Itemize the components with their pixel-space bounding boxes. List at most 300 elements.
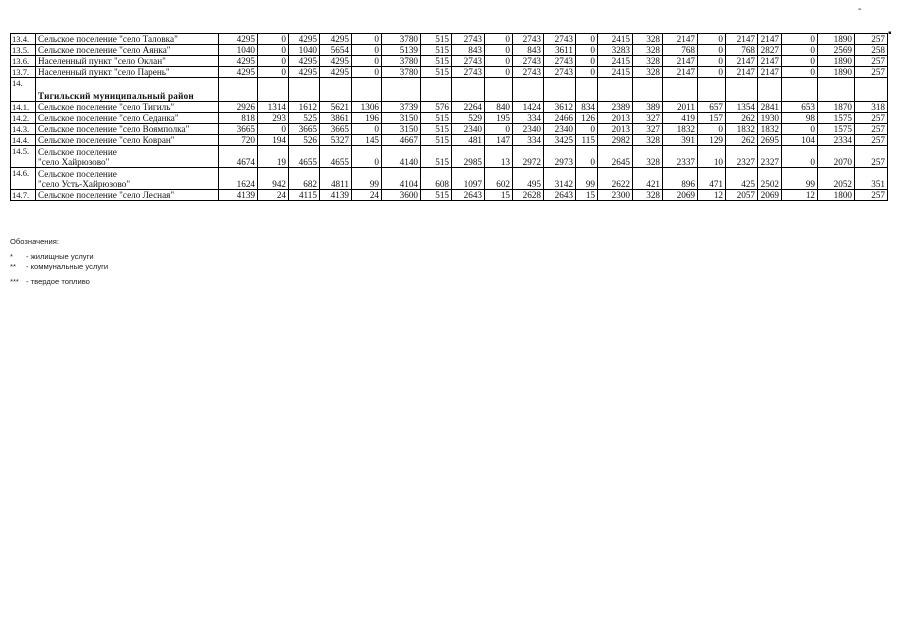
- cell-value: 0: [258, 45, 289, 56]
- cell-value: 115: [576, 135, 598, 146]
- cell-value: 104: [782, 135, 818, 146]
- cell-value: 3780: [382, 34, 421, 45]
- cell-value: 2743: [452, 56, 485, 67]
- cell-value: 653: [782, 102, 818, 113]
- cell-value: [576, 78, 598, 102]
- row-name: [36, 190, 219, 201]
- cell-value: [352, 78, 382, 102]
- cell-value: [663, 78, 698, 102]
- cell-value: 147: [485, 135, 513, 146]
- cell-value: 328: [633, 146, 663, 168]
- cell-value: 2147: [663, 67, 698, 78]
- cell-value: 4655: [320, 146, 352, 168]
- cell-value: 389: [633, 102, 663, 113]
- cell-value: 2147: [758, 67, 782, 78]
- row-code: 14.: [11, 78, 36, 102]
- cell-value: 1424: [513, 102, 544, 113]
- row-code: 14.3.: [11, 124, 36, 135]
- cell-value: 0: [352, 146, 382, 168]
- cell-value: 2743: [544, 56, 576, 67]
- cell-value: 293: [258, 113, 289, 124]
- cell-value: [219, 78, 258, 102]
- row-name: [36, 168, 219, 190]
- cell-value: 2645: [598, 146, 633, 168]
- row-name-line: "село Усть-Хайрюзово": [38, 179, 131, 189]
- row-code: 14.4.: [11, 135, 36, 146]
- cell-value: 262: [726, 135, 758, 146]
- cell-value: 0: [485, 56, 513, 67]
- cell-value: [421, 78, 452, 102]
- cell-value: 2147: [758, 56, 782, 67]
- cell-value: 2264: [452, 102, 485, 113]
- cell-value: 2985: [452, 146, 485, 168]
- row-name-line: Сельское поселение "село Лесная": [38, 190, 175, 200]
- cell-value: 257: [855, 34, 888, 45]
- cell-value: 1306: [352, 102, 382, 113]
- cell-value: 2743: [452, 34, 485, 45]
- cell-value: 2389: [598, 102, 633, 113]
- cell-value: 328: [633, 45, 663, 56]
- cell-value: 195: [485, 113, 513, 124]
- cell-value: 515: [421, 67, 452, 78]
- cell-value: 425: [726, 168, 758, 190]
- cell-value: 4140: [382, 146, 421, 168]
- cell-value: 515: [421, 45, 452, 56]
- cell-value: 2070: [818, 146, 855, 168]
- cell-value: 0: [258, 124, 289, 135]
- cell-value: 328: [633, 135, 663, 146]
- cell-value: 12: [782, 190, 818, 201]
- cell-value: 2327: [758, 146, 782, 168]
- cell-value: 495: [513, 168, 544, 190]
- cell-value: 576: [421, 102, 452, 113]
- cell-value: 0: [485, 124, 513, 135]
- cell-value: 2643: [544, 190, 576, 201]
- cell-value: 4295: [219, 56, 258, 67]
- cell-value: 843: [513, 45, 544, 56]
- cell-value: 768: [663, 45, 698, 56]
- cell-value: 720: [219, 135, 258, 146]
- legend-symbol: *: [10, 251, 13, 261]
- cell-value: 4295: [219, 67, 258, 78]
- cell-value: 1314: [258, 102, 289, 113]
- cell-value: 768: [726, 45, 758, 56]
- cell-value: 2011: [663, 102, 698, 113]
- table-row: [11, 102, 888, 113]
- cell-value: 2013: [598, 113, 633, 124]
- cell-value: 0: [698, 67, 726, 78]
- cell-value: [818, 78, 855, 102]
- cell-value: 99: [782, 168, 818, 190]
- table-row: [11, 56, 888, 67]
- cell-value: 515: [421, 190, 452, 201]
- cell-value: 2337: [663, 146, 698, 168]
- legend-text: - твердое топливо: [26, 276, 90, 286]
- cell-value: 4139: [219, 190, 258, 201]
- cell-value: 515: [421, 135, 452, 146]
- table-row: [11, 124, 888, 135]
- cell-value: 0: [485, 34, 513, 45]
- cell-value: 515: [421, 56, 452, 67]
- cell-value: 4295: [320, 56, 352, 67]
- cell-value: 2743: [544, 34, 576, 45]
- corner-mark: -: [858, 4, 862, 15]
- cell-value: 334: [513, 113, 544, 124]
- cell-value: 3425: [544, 135, 576, 146]
- cell-value: 328: [633, 190, 663, 201]
- cell-value: 421: [633, 168, 663, 190]
- cell-value: 24: [258, 190, 289, 201]
- cell-value: 262: [726, 113, 758, 124]
- cell-value: 5139: [382, 45, 421, 56]
- row-code: 13.6.: [11, 56, 36, 67]
- cell-value: 0: [576, 146, 598, 168]
- cell-value: [758, 78, 782, 102]
- cell-value: 1612: [289, 102, 320, 113]
- cell-value: 10: [698, 146, 726, 168]
- cell-value: [782, 78, 818, 102]
- cell-value: 4674: [219, 146, 258, 168]
- cell-value: 3780: [382, 67, 421, 78]
- cell-value: 682: [289, 168, 320, 190]
- cell-value: 1354: [726, 102, 758, 113]
- cell-value: 1575: [818, 113, 855, 124]
- row-name: [36, 45, 219, 56]
- row-name-line: Сельское поселение: [38, 169, 117, 179]
- cell-value: 4655: [289, 146, 320, 168]
- cell-value: 3283: [598, 45, 633, 56]
- cell-value: 2695: [758, 135, 782, 146]
- cell-value: 2147: [758, 34, 782, 45]
- cell-value: 257: [855, 190, 888, 201]
- cell-value: 2743: [544, 67, 576, 78]
- cell-value: 1040: [219, 45, 258, 56]
- row-code: 14.6.: [11, 168, 36, 190]
- cell-value: 2340: [452, 124, 485, 135]
- row-name: [36, 34, 219, 45]
- cell-value: 843: [452, 45, 485, 56]
- cell-value: 2415: [598, 34, 633, 45]
- cell-value: 419: [663, 113, 698, 124]
- row-code: 14.1.: [11, 102, 36, 113]
- cell-value: 0: [576, 34, 598, 45]
- cell-value: 515: [421, 124, 452, 135]
- cell-value: 896: [663, 168, 698, 190]
- cell-value: [726, 78, 758, 102]
- row-name-line: [38, 81, 216, 91]
- table-row: [11, 113, 888, 124]
- cell-value: 0: [485, 67, 513, 78]
- cell-value: 515: [421, 113, 452, 124]
- cell-value: 4667: [382, 135, 421, 146]
- cell-value: 327: [633, 113, 663, 124]
- cell-value: 3665: [289, 124, 320, 135]
- cell-value: [598, 78, 633, 102]
- cell-value: 3861: [320, 113, 352, 124]
- cell-value: 1870: [818, 102, 855, 113]
- cell-value: 5621: [320, 102, 352, 113]
- cell-value: [513, 78, 544, 102]
- cell-value: 157: [698, 113, 726, 124]
- cell-value: 2069: [663, 190, 698, 201]
- cell-value: 4115: [289, 190, 320, 201]
- table-row: [11, 78, 888, 102]
- cell-value: 0: [576, 56, 598, 67]
- cell-value: 2841: [758, 102, 782, 113]
- cell-value: 4295: [320, 67, 352, 78]
- row-code: 14.5.: [11, 146, 36, 168]
- cell-value: 129: [698, 135, 726, 146]
- table-row: [11, 190, 888, 201]
- cell-value: 2743: [513, 34, 544, 45]
- cell-value: 0: [352, 45, 382, 56]
- legend-item: [10, 262, 108, 273]
- cell-value: 4295: [219, 34, 258, 45]
- cell-value: 481: [452, 135, 485, 146]
- cell-value: 2147: [726, 56, 758, 67]
- cell-value: 257: [855, 67, 888, 78]
- cell-value: 4295: [289, 56, 320, 67]
- cell-value: 2147: [663, 34, 698, 45]
- cell-value: 3612: [544, 102, 576, 113]
- cell-value: 0: [698, 45, 726, 56]
- cell-value: 942: [258, 168, 289, 190]
- cell-value: 15: [485, 190, 513, 201]
- cell-value: 19: [258, 146, 289, 168]
- table-row: [11, 135, 888, 146]
- cell-value: 2340: [513, 124, 544, 135]
- cell-value: 3665: [219, 124, 258, 135]
- cell-value: 318: [855, 102, 888, 113]
- cell-value: 3739: [382, 102, 421, 113]
- row-name-line: Сельское поселение "село Седанка": [38, 113, 179, 123]
- cell-value: 0: [698, 34, 726, 45]
- cell-value: 515: [421, 146, 452, 168]
- row-code: 13.5.: [11, 45, 36, 56]
- cell-value: 0: [258, 56, 289, 67]
- cell-value: 2643: [452, 190, 485, 201]
- cell-value: 529: [452, 113, 485, 124]
- legend-item: [10, 277, 108, 288]
- cell-value: 13: [485, 146, 513, 168]
- cell-value: 1890: [818, 34, 855, 45]
- cell-value: 327: [633, 124, 663, 135]
- cell-value: 2147: [663, 56, 698, 67]
- cell-value: 2827: [758, 45, 782, 56]
- legend: [10, 237, 108, 287]
- cell-value: 4295: [320, 34, 352, 45]
- cell-value: 2147: [726, 67, 758, 78]
- legend-title: Обозначения:: [10, 237, 59, 246]
- row-name-line: Сельское поселение "село Воямполка": [38, 124, 190, 134]
- cell-value: 196: [352, 113, 382, 124]
- cell-value: 2466: [544, 113, 576, 124]
- cell-value: 1832: [663, 124, 698, 135]
- legend-symbol: ***: [10, 276, 19, 286]
- cell-value: 3665: [320, 124, 352, 135]
- cell-value: 526: [289, 135, 320, 146]
- row-name: [36, 67, 219, 78]
- cell-value: [289, 78, 320, 102]
- cell-value: 4295: [289, 67, 320, 78]
- row-name: [36, 135, 219, 146]
- cell-value: 257: [855, 56, 888, 67]
- row-code: 14.2.: [11, 113, 36, 124]
- legend-item: [10, 252, 108, 263]
- cell-value: 657: [698, 102, 726, 113]
- cell-value: 12: [698, 190, 726, 201]
- cell-value: 471: [698, 168, 726, 190]
- cell-value: 3611: [544, 45, 576, 56]
- table-row: [11, 34, 888, 45]
- table-row: [11, 146, 888, 168]
- cell-value: 1624: [219, 168, 258, 190]
- row-name: [36, 113, 219, 124]
- cell-value: 0: [698, 56, 726, 67]
- cell-value: 0: [782, 56, 818, 67]
- cell-value: 2982: [598, 135, 633, 146]
- row-code: 13.4.: [11, 34, 36, 45]
- cell-value: 525: [289, 113, 320, 124]
- cell-value: 0: [258, 67, 289, 78]
- legend-text: - жилищные услуги: [26, 251, 94, 261]
- cell-value: 328: [633, 56, 663, 67]
- cell-value: 99: [576, 168, 598, 190]
- cell-value: [320, 78, 352, 102]
- row-code: 13.7.: [11, 67, 36, 78]
- cell-value: [855, 78, 888, 102]
- cell-value: 0: [352, 67, 382, 78]
- cell-value: 1575: [818, 124, 855, 135]
- cell-value: 608: [421, 168, 452, 190]
- cell-value: 2743: [513, 56, 544, 67]
- cell-value: 3150: [382, 124, 421, 135]
- table-row: [11, 168, 888, 190]
- cell-value: 834: [576, 102, 598, 113]
- row-name: [36, 124, 219, 135]
- row-name: [36, 146, 219, 168]
- cell-value: 0: [576, 67, 598, 78]
- cell-value: 1832: [758, 124, 782, 135]
- cell-value: 0: [782, 45, 818, 56]
- cell-value: 4811: [320, 168, 352, 190]
- cell-value: 818: [219, 113, 258, 124]
- cell-value: 0: [352, 124, 382, 135]
- cell-value: 257: [855, 135, 888, 146]
- cell-value: 0: [782, 146, 818, 168]
- cell-value: 257: [855, 113, 888, 124]
- legend-symbol: **: [10, 262, 16, 271]
- cell-value: 0: [782, 34, 818, 45]
- cell-value: 1800: [818, 190, 855, 201]
- cell-value: 2147: [726, 34, 758, 45]
- cell-value: 4295: [289, 34, 320, 45]
- cell-value: 1890: [818, 56, 855, 67]
- cell-value: 351: [855, 168, 888, 190]
- row-name: [36, 56, 219, 67]
- cell-value: [258, 78, 289, 102]
- cell-value: 257: [855, 124, 888, 135]
- cell-value: 515: [421, 34, 452, 45]
- row-name-line: Тигильский муниципальный район: [38, 91, 194, 101]
- cell-value: 257: [855, 146, 888, 168]
- cell-value: 0: [258, 34, 289, 45]
- table-row: [11, 45, 888, 56]
- row-name: [36, 102, 219, 113]
- cell-value: 0: [352, 34, 382, 45]
- cell-value: 194: [258, 135, 289, 146]
- cell-value: 1040: [289, 45, 320, 56]
- cell-value: 2622: [598, 168, 633, 190]
- cell-value: 334: [513, 135, 544, 146]
- cell-value: 2069: [758, 190, 782, 201]
- cell-value: 1832: [726, 124, 758, 135]
- cell-value: 145: [352, 135, 382, 146]
- cell-value: 328: [633, 67, 663, 78]
- cell-value: 2057: [726, 190, 758, 201]
- cell-value: 2743: [452, 67, 485, 78]
- cell-value: 0: [352, 56, 382, 67]
- cell-value: 99: [352, 168, 382, 190]
- cell-value: 2415: [598, 67, 633, 78]
- cell-value: 2628: [513, 190, 544, 201]
- cell-value: 5327: [320, 135, 352, 146]
- cell-value: 2334: [818, 135, 855, 146]
- cell-value: 328: [633, 34, 663, 45]
- cell-value: 15: [576, 190, 598, 201]
- cell-value: 0: [782, 67, 818, 78]
- row-name-line: Сельское поселение "село Тигиль": [38, 102, 175, 112]
- cell-value: 0: [576, 124, 598, 135]
- cell-value: 2973: [544, 146, 576, 168]
- cell-value: 0: [485, 45, 513, 56]
- cell-value: 24: [352, 190, 382, 201]
- row-name-line: Сельское поселение: [38, 147, 117, 157]
- cell-value: 1930: [758, 113, 782, 124]
- row-name-line: Населенный пункт "село Парень": [38, 67, 170, 77]
- cell-value: 126: [576, 113, 598, 124]
- cell-value: 2415: [598, 56, 633, 67]
- cell-value: 840: [485, 102, 513, 113]
- cell-value: 2300: [598, 190, 633, 201]
- cell-value: 2052: [818, 168, 855, 190]
- cell-value: 391: [663, 135, 698, 146]
- cell-value: 3600: [382, 190, 421, 201]
- cell-value: 602: [485, 168, 513, 190]
- cell-value: [698, 78, 726, 102]
- cell-value: 3142: [544, 168, 576, 190]
- cell-value: [382, 78, 421, 102]
- cell-value: 2502: [758, 168, 782, 190]
- cell-value: 2327: [726, 146, 758, 168]
- cell-value: [452, 78, 485, 102]
- cell-value: 3150: [382, 113, 421, 124]
- row-name-line: Сельское поселение "село Ковран": [38, 135, 175, 145]
- row-name-line: Сельское поселение "село Таловка": [38, 34, 178, 44]
- cell-value: 0: [576, 45, 598, 56]
- table-row: [11, 67, 888, 78]
- cell-value: 1890: [818, 67, 855, 78]
- legend-text: - коммунальные услуги: [26, 262, 109, 271]
- cell-value: 4104: [382, 168, 421, 190]
- cell-value: 0: [698, 124, 726, 135]
- cell-value: 2569: [818, 45, 855, 56]
- row-name-line: "село Хайрюзово": [38, 157, 110, 167]
- cell-value: 2743: [513, 67, 544, 78]
- cell-value: 2340: [544, 124, 576, 135]
- row-code: 14.7.: [11, 190, 36, 201]
- row-name-line: Населенный пункт "село Оклан": [38, 56, 166, 66]
